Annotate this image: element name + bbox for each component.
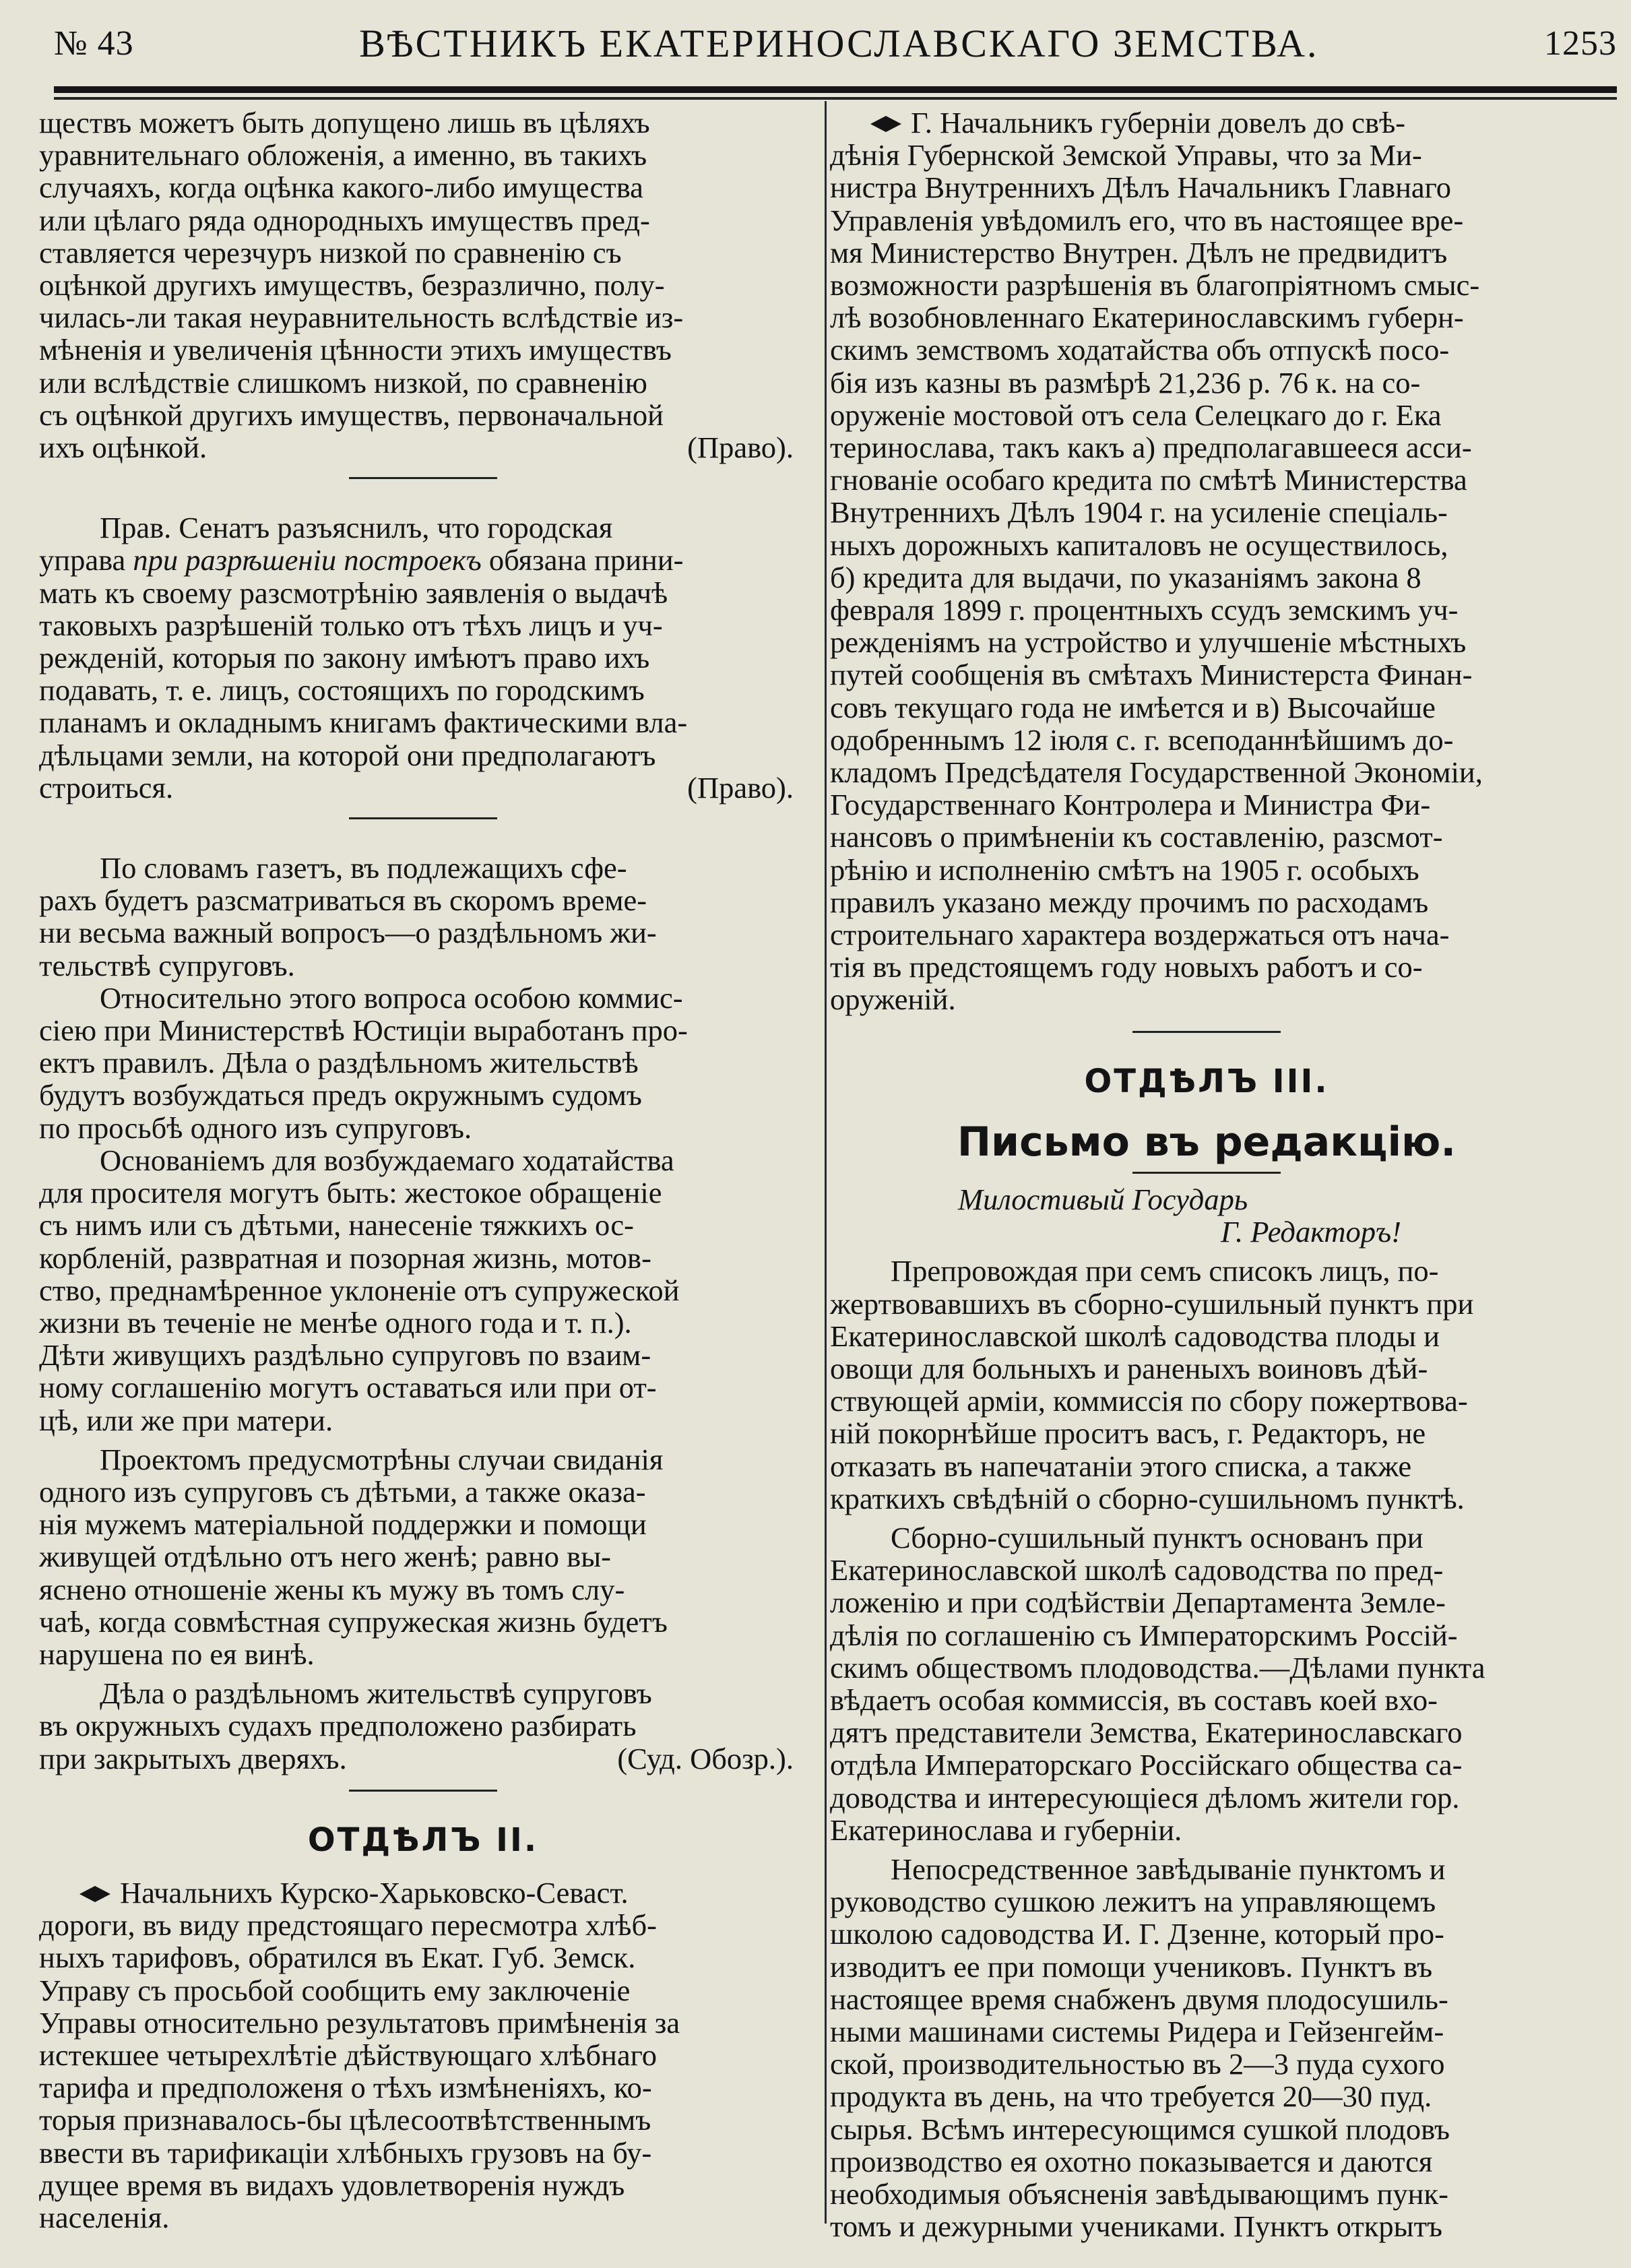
text-line: томъ и дежурными учениками. Пунктъ открытъ — [830, 2209, 1443, 2244]
text-line: мя Министерство Внутрен. Дѣлъ не предвидитъ — [830, 235, 1448, 270]
text-line: оцѣнкой другихъ имуществъ, безразлично, полу- — [39, 268, 665, 303]
text-line: б) кредита для выдачи, по указаніямъ закона 8 — [830, 560, 1421, 594]
text-line — [39, 1742, 807, 1775]
text-line-end: строиться. — [39, 770, 174, 805]
text-line: продукта въ день, на что требуется 20—30 пуд. — [830, 2079, 1432, 2114]
text-line: дущее время въ видахъ удовлетворенія нуждъ — [39, 2168, 625, 2202]
text-line: теринослава, такъ какъ а) предполагавшееся асси- — [830, 431, 1472, 465]
text-line — [39, 544, 807, 576]
text-line: Дѣти живущихъ раздѣльно супруговъ по взаим- — [39, 1338, 651, 1373]
text-line: мать къ своему разсмотрѣнію заявленія о выдачѣ — [39, 575, 668, 610]
publication-title: ВѢСТНИКЪ ЕКАТЕРИНОСЛАВСКАГО ЗЕМСТВА. — [359, 21, 1319, 65]
text-line: или цѣлаго ряда однородныхъ имуществъ пред- — [39, 203, 650, 237]
text-line: чилась-ли такая неуравнительность вслѣдствіе из- — [39, 301, 684, 335]
left-column — [39, 106, 807, 2234]
text-line: ложенію и при содѣйствіи Департамента Земле- — [830, 1585, 1446, 1620]
text-line: Основаніемъ для возбуждаемаго ходатайства — [100, 1143, 674, 1177]
text-line: ство, преднамѣренное уклоненіе отъ супружеской — [39, 1273, 680, 1307]
text-line: краткихъ свѣдѣній о сборно-сушильномъ пунктѣ. — [830, 1481, 1465, 1515]
text-line: Непосредственное завѣдываніе пунктомъ и — [891, 1852, 1446, 1886]
text-line: чаѣ, когда совмѣстная супружеская жизнь будетъ — [39, 1604, 668, 1639]
text-line: или вслѣдствіе слишкомъ низкой, по сравненію — [39, 365, 647, 400]
text-line: совъ текущаго года не имѣется и в) Высочайше — [830, 690, 1436, 724]
source-attribution: (Суд. Обозр.). — [617, 1741, 794, 1775]
text-line: рѣнію и исполненію смѣтъ на 1905 г. особыхъ — [830, 852, 1419, 887]
text-line — [39, 431, 807, 464]
text-line: гнованіе особаго кредита по смѣтѣ Министерства — [830, 463, 1467, 497]
page-header — [54, 9, 1617, 77]
separator-rule — [349, 1790, 497, 1792]
text-line: одобреннымъ 12 іюля с. г. всеподаннѣйшимъ до- — [830, 722, 1454, 757]
text-line: корбленій, развратная и позорная жизнь, мотов- — [39, 1240, 651, 1275]
text-line: ввести въ тарификаціи хлѣбныхъ грузовъ на бу- — [39, 2135, 652, 2170]
header-rule-thin — [54, 97, 1617, 100]
text-line: Управу съ просьбой сообщить ему заключеніе — [39, 1973, 631, 2007]
text-line: планамъ и окладнымъ книгамъ фактическими вла- — [39, 705, 688, 740]
italic-phrase: при разрѣшеніи построекъ — [133, 543, 482, 577]
text-line: случаяхъ, когда оцѣнка какого-либо имущества — [39, 170, 643, 205]
salutation-line-1: Милостивый Государь — [958, 1182, 1248, 1216]
text-line — [830, 106, 1583, 139]
text-line: для просителя могутъ быть: жестокое обращеніе — [39, 1176, 662, 1210]
text-line: дороги, въ виду предстоящаго пересмотра хлѣб- — [39, 1908, 657, 1943]
article-governor-notice — [830, 106, 1583, 1016]
text-line: путей сообщенія въ смѣтахъ Министерста Финан- — [830, 658, 1473, 692]
text-line: овощи для больныхъ и раненыхъ воиновъ дѣй- — [830, 1351, 1428, 1385]
text-line: съ оцѣнкой другихъ имуществъ, первоначальной — [39, 398, 664, 432]
text-line: Внутреннихъ Дѣлъ 1904 г. на усиленіе спеціаль- — [830, 495, 1448, 530]
text-line: торыя признавалось-бы цѣлесоотвѣтственнымъ — [39, 2103, 651, 2137]
text-line: въ окружныхъ судахъ предположено разбирать — [39, 1709, 637, 1743]
text-line: Прав. Сенатъ разъяснилъ, что городская — [100, 511, 613, 545]
text-line: тія въ предстоящемъ году новыхъ работъ и со- — [830, 950, 1423, 984]
text-line: нарушена по ея винѣ. — [39, 1637, 315, 1671]
text-line: яснено отношеніе жены къ мужу въ томъ слу- — [39, 1572, 625, 1606]
text-line: строительнаго характера воздержаться отъ нача- — [830, 918, 1450, 952]
text-line: Государственнаго Контролера и Министра Фи- — [830, 788, 1431, 822]
text-line: оруженіе мостовой отъ села Селецкаго до г. Ека — [830, 398, 1442, 432]
text-line: вѣдаетъ особая коммиссія, въ составъ коей вхо- — [830, 1682, 1438, 1717]
separator-rule — [349, 477, 497, 479]
text-line — [39, 771, 807, 804]
source-attribution: (Право). — [687, 431, 794, 465]
text-line: производство ея охотно показывается и даются — [830, 2144, 1433, 2178]
text-line: ществъ можетъ быть допущено лишь въ цѣляхъ — [39, 106, 650, 139]
text-line: настоящее время снабженъ двумя плодосушиль- — [830, 1982, 1448, 2016]
text-line: доводства и интересующіеся дѣломъ жители гор. — [830, 1780, 1460, 1815]
text-fragment: Г. Начальникъ губерніи довелъ до свѣ- — [911, 106, 1406, 139]
text-line: дѣнія Губернской Земской Управы, что за Ми- — [830, 138, 1422, 172]
text-line: цѣ, или же при матери. — [39, 1403, 333, 1437]
article-separate-residence — [39, 852, 807, 1775]
text-line: режденій, которыя по закону имѣютъ право ихъ — [39, 641, 650, 675]
text-line: скимъ обществомъ плодоводства.—Дѣлами пункта — [830, 1650, 1485, 1684]
text-line: жертвовавшихъ въ сборно-сушильный пунктъ при — [830, 1286, 1474, 1321]
text-line: ской, производительностью въ 2—3 пуда сухого — [830, 2047, 1445, 2081]
text-line: сіею при Министерствѣ Юстиціи выработанъ про- — [39, 1013, 688, 1048]
text-line: тельствѣ супруговъ. — [39, 948, 295, 982]
text-line: правилъ указано между прочимъ по расходамъ — [830, 885, 1429, 919]
text-line — [39, 1877, 807, 1909]
text-line: одного изъ супруговъ съ дѣтьми, а также оказа- — [39, 1474, 646, 1509]
article-senate-ruling — [39, 511, 807, 804]
text-line: скимъ земствомъ ходатайства объ отпускѣ посо- — [830, 333, 1450, 367]
text-line: Проектомъ предусмотрѣны случаи свиданія — [100, 1442, 664, 1476]
text-line: будутъ возбуждаться предъ окружнымъ судомъ — [39, 1078, 642, 1112]
text-line: бія изъ казны въ размѣрѣ 21,236 р. 76 к. на со- — [830, 365, 1421, 400]
letter-body — [830, 1255, 1583, 2242]
text-line: Екатеринослава и губерніи. — [830, 1813, 1182, 1847]
text-line: нистра Внутреннихъ Дѣлъ Начальникъ Главнаго — [830, 170, 1452, 205]
text-line: ставляется черезчуръ низкой по сравненію съ — [39, 235, 622, 270]
separator-rule — [1132, 1172, 1281, 1174]
text-line: отдѣла Императорскаго Россійскаго общества са- — [830, 1748, 1463, 1782]
separator-rule — [1132, 1031, 1281, 1033]
text-line: нія мужемъ матеріальной поддержки и помощи — [39, 1507, 647, 1542]
text-line: изводитъ ее при помощи учениковъ. Пунктъ въ — [830, 1949, 1433, 1984]
text-line: Относительно этого вопроса особою коммис- — [100, 980, 683, 1015]
section-heading-3: ОТДѢЛЪ III. — [1084, 1062, 1329, 1100]
text-line: ныхъ тарифовъ, обратился въ Екат. Губ. Земск. — [39, 1941, 636, 1975]
text-line-end: ихъ оцѣнкой. — [39, 431, 207, 465]
text-line: живущей отдѣльно отъ него женѣ; равно вы- — [39, 1540, 611, 1574]
text-line: ни весьма важный вопросъ—о раздѣльномъ жи- — [39, 916, 657, 950]
article-railway-tariffs — [39, 1877, 807, 2234]
source-attribution: (Право). — [687, 770, 794, 805]
column-divider — [825, 101, 827, 2224]
text-line: рахъ будетъ разсматриваться въ скоромъ време- — [39, 883, 647, 918]
text-line: тарифа и предположеня о тѣхъ измѣненіяхъ, ко- — [39, 2071, 652, 2105]
text-line: Екатеринославской школѣ садоводства плоды и — [830, 1319, 1440, 1353]
letter-title: Письмо въ редакцію. — [957, 1118, 1457, 1166]
text-line: ными машинами системы Ридера и Гейзенгейм- — [830, 2014, 1444, 2048]
text-fragment: Начальнихъ Курско-Харьковско-Севаст. — [120, 1875, 629, 1910]
text-line: лѣ возобновленнаго Екатеринославскимъ губерн- — [830, 301, 1464, 335]
text-line: школою садоводства И. Г. Дзенне, который про- — [830, 1917, 1444, 1951]
article-property-valuation — [39, 106, 807, 464]
page-number: 1253 — [1543, 24, 1617, 63]
text-line: ектъ правилъ. Дѣла о раздѣльномъ жительствѣ — [39, 1046, 639, 1080]
text-fragment: управа — [39, 543, 133, 577]
text-line: населенія. — [39, 2200, 170, 2234]
text-line: необходимыя объясненія завѣдывающимъ пунк- — [830, 2176, 1448, 2211]
diamond-bullet-icon — [79, 1886, 110, 1902]
text-line: ному соглашенію могутъ оставаться или при от- — [39, 1371, 657, 1405]
section-heading-2: ОТДѢЛЪ II. — [307, 1821, 539, 1859]
text-line: дѣлія по соглашенію съ Императорскимъ Россій- — [830, 1618, 1458, 1652]
text-line: Управленія увѣдомилъ его, что въ настоящее вре- — [830, 203, 1464, 237]
text-line: съ нимъ или съ дѣтьми, нанесеніе тяжкихъ ос- — [39, 1208, 634, 1242]
text-line: уравнительнаго обложенія, а именно, въ такихъ — [39, 138, 647, 172]
text-line: Дѣла о раздѣльномъ жительствѣ супруговъ — [100, 1676, 652, 1711]
text-line: дѣльцами земли, на которой они предполагаютъ — [39, 738, 656, 772]
text-line: нансовъ о примѣненіи къ составленію, разсмот- — [830, 820, 1443, 854]
separator-rule — [349, 817, 497, 819]
text-line: ствующей арміи, коммиссія по сбору пожертвова- — [830, 1384, 1468, 1418]
text-line: жизни въ теченіе не менѣе одного года и т. п.). — [39, 1305, 632, 1340]
text-line: таковыхъ разрѣшеній только отъ тѣхъ лицъ и уч- — [39, 608, 663, 642]
text-line: ній покорнѣйше проситъ васъ, г. Редакторъ, не — [830, 1416, 1426, 1451]
text-line: отказать въ напечатаніи этого списка, а также — [830, 1449, 1412, 1483]
text-line: мѣненія и увеличенія цѣнности этихъ имуществъ — [39, 333, 672, 367]
text-line: возможности разрѣшенія въ благопріятномъ смыс- — [830, 268, 1480, 303]
text-line: по просьбѣ одного изъ супруговъ. — [39, 1110, 472, 1145]
header-rule-thick — [54, 86, 1617, 93]
text-line: сырья. Всѣмъ интересующимся сушкой плодовъ — [830, 2112, 1450, 2146]
text-line: Препровождая при семъ списокъ лицъ, по- — [891, 1254, 1439, 1288]
issue-number: № 43 — [54, 24, 134, 63]
right-column — [830, 106, 1583, 2242]
text-line: руководство сушкою лежитъ на управляющемъ — [830, 1885, 1436, 1919]
text-line-end: при закрытыхъ дверяхъ. — [39, 1741, 347, 1775]
text-line: февраля 1899 г. процентныхъ ссудъ земскимъ уч- — [830, 593, 1459, 627]
text-line: ныхъ дорожныхъ капиталовъ не осуществилось, — [830, 528, 1448, 562]
text-line: кладомъ Предсѣдателя Государственной Экономіи, — [830, 755, 1483, 790]
text-line: оруженій. — [830, 982, 956, 1017]
text-line: подавать, т. е. лицъ, состоящихъ по городскимъ — [39, 673, 645, 707]
text-line: По словамъ газетъ, въ подлежащихъ сфе- — [100, 851, 627, 885]
salutation-line-2: Г. Редакторъ! — [1221, 1215, 1401, 1249]
text-line: Екатеринославской школѣ садоводства по пред- — [830, 1553, 1444, 1587]
text-fragment: обязана прини- — [481, 543, 684, 577]
text-line: дятъ представители Земства, Екатеринославскаго — [830, 1715, 1463, 1750]
diamond-bullet-icon — [870, 116, 901, 132]
text-line: режденіямъ на устройство и улучшеніе мѣстныхъ — [830, 625, 1467, 660]
text-line: Сборно-сушильный пунктъ основанъ при — [891, 1520, 1424, 1554]
text-line: истекшее четырехлѣтіе дѣйствующаго хлѣбнаго — [39, 2038, 658, 2072]
text-line: Управы относительно результатовъ примѣненія за — [39, 2005, 680, 2040]
